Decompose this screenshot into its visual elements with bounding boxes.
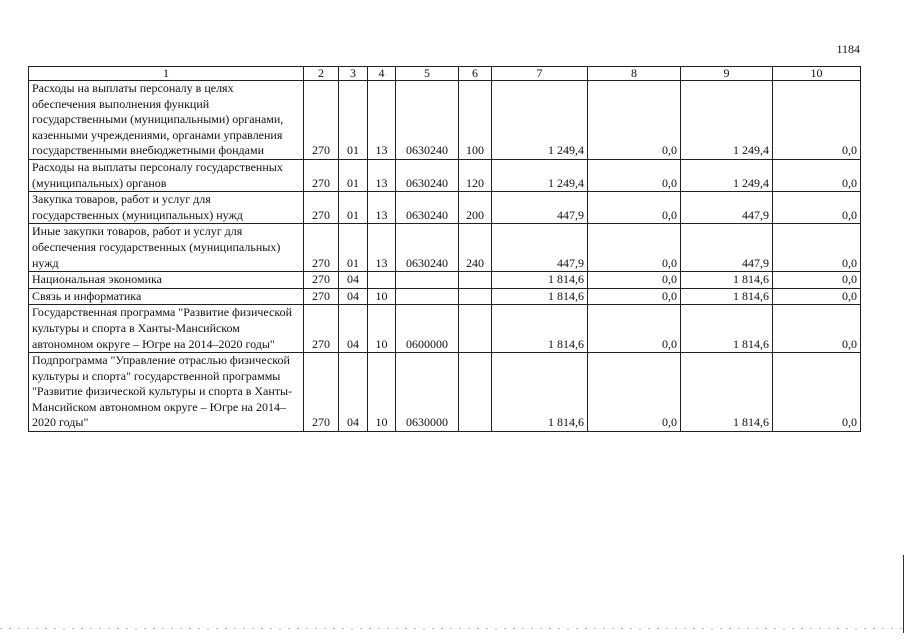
col-5-cell: 0630240	[396, 224, 459, 272]
col-7-cell: 1 249,4	[492, 81, 588, 160]
scan-edge-line	[903, 555, 904, 633]
col-5-cell: 0600000	[396, 305, 459, 353]
col-4-cell: 13	[368, 192, 396, 224]
col-8-cell: 0,0	[588, 192, 681, 224]
col-4-cell: 13	[368, 159, 396, 191]
row-name: Иные закупки товаров, работ и услуг для обеспечения государственных (муниципальных) нужд	[29, 224, 304, 272]
col-7-cell: 1 814,6	[492, 272, 588, 289]
page-number: 1184	[836, 42, 860, 56]
col-10-cell: 0,0	[773, 288, 861, 305]
col-7-cell: 447,9	[492, 224, 588, 272]
table-header-row	[29, 67, 861, 81]
col-9-cell: 1 249,4	[681, 81, 773, 160]
col-6-cell: 120	[459, 159, 492, 191]
table-row	[29, 272, 861, 289]
col-2-cell: 270	[304, 224, 339, 272]
table-row	[29, 288, 861, 305]
col-3-cell: 01	[339, 224, 368, 272]
col-3-cell: 04	[339, 272, 368, 289]
column-header: 2	[304, 67, 339, 81]
scan-noise-line	[0, 628, 905, 629]
table-row	[29, 81, 861, 160]
table-row	[29, 353, 861, 432]
col-7-cell: 447,9	[492, 192, 588, 224]
col-10-cell: 0,0	[773, 81, 861, 160]
col-3-cell: 04	[339, 305, 368, 353]
col-4-cell: 10	[368, 288, 396, 305]
col-9-cell: 1 814,6	[681, 305, 773, 353]
table-row	[29, 224, 861, 272]
col-9-cell: 1 814,6	[681, 272, 773, 289]
column-header: 8	[588, 67, 681, 81]
col-3-cell: 01	[339, 159, 368, 191]
row-name: Расходы на выплаты персоналу государственных (муниципальных) органов	[29, 159, 304, 191]
col-10-cell: 0,0	[773, 272, 861, 289]
column-header: 7	[492, 67, 588, 81]
column-header: 6	[459, 67, 492, 81]
col-9-cell: 1 249,4	[681, 159, 773, 191]
col-10-cell: 0,0	[773, 159, 861, 191]
table-row	[29, 159, 861, 191]
col-4-cell: 10	[368, 305, 396, 353]
budget-table	[28, 66, 861, 432]
col-8-cell: 0,0	[588, 305, 681, 353]
col-10-cell: 0,0	[773, 353, 861, 432]
col-6-cell: 200	[459, 192, 492, 224]
col-3-cell: 01	[339, 192, 368, 224]
row-name: Закупка товаров, работ и услуг для государственных (муниципальных) нужд	[29, 192, 304, 224]
table-row	[29, 192, 861, 224]
col-6-cell	[459, 305, 492, 353]
col-9-cell: 447,9	[681, 192, 773, 224]
col-4-cell	[368, 272, 396, 289]
col-8-cell: 0,0	[588, 159, 681, 191]
col-3-cell: 04	[339, 353, 368, 432]
row-name: Национальная экономика	[29, 272, 304, 289]
row-name: Расходы на выплаты персоналу в целях обеспечения выполнения функций государственными (муниципальными) органами, казенными учреждениями, органами управления государственными внебюджетными фондами	[29, 81, 304, 160]
column-header: 5	[396, 67, 459, 81]
col-7-cell: 1 249,4	[492, 159, 588, 191]
col-9-cell: 1 814,6	[681, 288, 773, 305]
col-2-cell: 270	[304, 353, 339, 432]
col-9-cell: 1 814,6	[681, 353, 773, 432]
col-6-cell	[459, 353, 492, 432]
table-row	[29, 305, 861, 353]
row-name: Государственная программа "Развитие физической культуры и спорта в Ханты-Мансийском автономном округе – Югре на 2014–2020 годы"	[29, 305, 304, 353]
row-name: Связь и информатика	[29, 288, 304, 305]
row-name: Подпрограмма "Управление отраслью физической культуры и спорта" государственной программы "Развитие физической культуры и спорта в Ханты-Мансийском автономном округе – Югре на 2014–2020 годы"	[29, 353, 304, 432]
col-8-cell: 0,0	[588, 288, 681, 305]
col-4-cell: 10	[368, 353, 396, 432]
col-4-cell: 13	[368, 81, 396, 160]
col-6-cell	[459, 272, 492, 289]
col-2-cell: 270	[304, 159, 339, 191]
col-9-cell: 447,9	[681, 224, 773, 272]
col-8-cell: 0,0	[588, 272, 681, 289]
column-header: 4	[368, 67, 396, 81]
col-7-cell: 1 814,6	[492, 353, 588, 432]
col-5-cell	[396, 272, 459, 289]
col-5-cell: 0630240	[396, 81, 459, 160]
col-5-cell: 0630240	[396, 192, 459, 224]
col-6-cell: 240	[459, 224, 492, 272]
col-3-cell: 01	[339, 81, 368, 160]
col-8-cell: 0,0	[588, 224, 681, 272]
col-5-cell	[396, 288, 459, 305]
col-8-cell: 0,0	[588, 353, 681, 432]
col-5-cell: 0630240	[396, 159, 459, 191]
col-3-cell: 04	[339, 288, 368, 305]
col-2-cell: 270	[304, 192, 339, 224]
col-2-cell: 270	[304, 81, 339, 160]
col-10-cell: 0,0	[773, 224, 861, 272]
col-8-cell: 0,0	[588, 81, 681, 160]
col-5-cell: 0630000	[396, 353, 459, 432]
column-header: 3	[339, 67, 368, 81]
col-4-cell: 13	[368, 224, 396, 272]
column-header: 9	[681, 67, 773, 81]
col-6-cell: 100	[459, 81, 492, 160]
col-10-cell: 0,0	[773, 305, 861, 353]
column-header: 1	[29, 67, 304, 81]
col-10-cell: 0,0	[773, 192, 861, 224]
col-7-cell: 1 814,6	[492, 305, 588, 353]
col-2-cell: 270	[304, 305, 339, 353]
column-header: 10	[773, 67, 861, 81]
col-7-cell: 1 814,6	[492, 288, 588, 305]
col-2-cell: 270	[304, 272, 339, 289]
col-6-cell	[459, 288, 492, 305]
col-2-cell: 270	[304, 288, 339, 305]
